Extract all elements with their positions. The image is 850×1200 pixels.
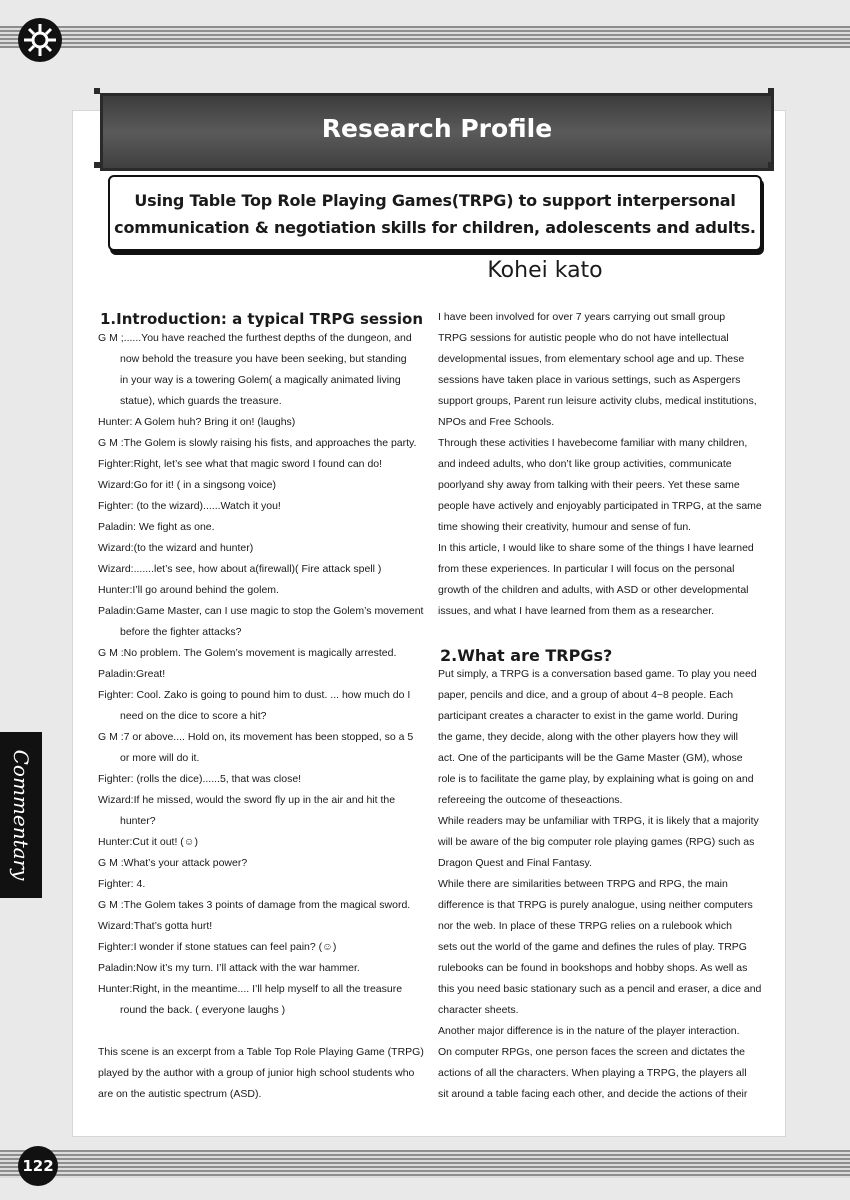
subtitle-line: Using Table Top Role Playing Games(TRPG) to support interpersonal xyxy=(134,191,736,210)
text-line: Fighter: (to the wizard)......Watch it you! xyxy=(98,500,281,512)
text-line: growth of the children and adults, with ASD or other developmental xyxy=(438,584,749,596)
text-line: G M :The Golem takes 3 points of damage from the magical sword. xyxy=(98,899,411,911)
text-line: G M :7 or above.... Hold on, its movement has been stopped, so a 5 xyxy=(98,731,414,743)
banner-corner-pixel xyxy=(94,162,100,168)
text-line: Hunter:Right, in the meantime.... I’ll help myself to all the treasure xyxy=(98,983,403,995)
section-2-heading: 2.What are TRPGs? xyxy=(440,646,613,665)
text-line: G M :What’s your attack power? xyxy=(98,857,248,869)
banner-corner-pixel xyxy=(768,162,774,168)
text-line: On computer RPGs, one person faces the screen and dictates the xyxy=(438,1046,746,1058)
text-line: refereeing the outcome of theseactions. xyxy=(438,794,623,806)
text-line: this you need basic stationary such as a pencil and eraser, a dice and xyxy=(438,983,762,995)
side-tab xyxy=(0,732,42,898)
text-line: Hunter:I’ll go around behind the golem. xyxy=(98,584,279,596)
text-line: developmental issues, from elementary school age and up. These xyxy=(438,353,745,365)
text-line: need on the dice to score a hit? xyxy=(120,710,267,722)
text-line: G M :No problem. The Golem’s movement is magically arrested. xyxy=(98,647,397,659)
text-line: TRPG sessions for autistic people who do not have intellectual xyxy=(438,332,729,344)
text-line: Hunter:Cut it out! (☺) xyxy=(98,836,199,848)
banner-corner-pixel xyxy=(94,88,100,94)
text-line: the game, they decide, along with the other players how they will xyxy=(438,731,739,743)
section-2-column xyxy=(438,664,762,1105)
text-line: sessions have taken place in various settings, such as Aspergers xyxy=(438,374,741,386)
text-line: Put simply, a TRPG is a conversation based game. To play you need xyxy=(438,668,757,680)
text-line: support groups, Parent run leisure activity clubs, medical institutions, xyxy=(438,395,757,407)
text-line: Dragon Quest and Final Fantasy. xyxy=(438,857,592,869)
top-stripes xyxy=(0,26,850,48)
text-line: Through these activities I havebecome familiar with many children, xyxy=(438,437,748,449)
text-line: time showing their creativity, humour and sense of fun. xyxy=(438,521,692,533)
text-line: paper, pencils and dice, and a group of about 4~8 people. Each xyxy=(438,689,734,701)
text-line: role is to facilitate the game play, by explaining what is going on and xyxy=(438,773,754,785)
text-line: Fighter: 4. xyxy=(98,878,146,890)
text-line: act. One of the participants will be the Game Master (GM), whose xyxy=(438,752,743,764)
page-number: 122 xyxy=(18,1146,58,1186)
text-line: issues, and what I have learned from them as a researcher. xyxy=(438,605,715,617)
text-line: This scene is an excerpt from a Table Top Role Playing Game (TRPG) xyxy=(98,1046,424,1058)
title-banner xyxy=(100,93,774,171)
subtitle-box xyxy=(108,175,762,251)
text-line: in your way is a towering Golem( a magically animated living xyxy=(120,374,401,386)
text-line: participant creates a character to exist in the game world. During xyxy=(438,710,738,722)
text-line: statue), which guards the treasure. xyxy=(120,395,282,407)
text-line: difference is that TRPG is purely analogue, using neither computers xyxy=(438,899,753,911)
text-line: played by the author with a group of junior high school students who xyxy=(98,1067,415,1079)
text-line: Fighter:Right, let’s see what that magic sword I found can do! xyxy=(98,458,383,470)
bottom-stripes xyxy=(0,1150,850,1178)
text-line: Wizard:That’s gotta hurt! xyxy=(98,920,213,932)
text-line: Paladin: We fight as one. xyxy=(98,521,215,533)
text-line: Fighter:I wonder if stone statues can feel pain? (☺) xyxy=(98,941,337,953)
text-line: will be aware of the big computer role playing games (RPG) such as xyxy=(438,836,755,848)
text-line: actions of all the characters. When playing a TRPG, the players all xyxy=(438,1067,747,1079)
text-line: Wizard:.......let’s see, how about a(firewall)( Fire attack spell ) xyxy=(98,563,382,575)
text-line: sit around a table facing each other, and decide the actions of their xyxy=(438,1088,748,1100)
banner-corner-pixel xyxy=(768,88,774,94)
text-line: Paladin:Game Master, can I use magic to stop the Golem’s movement xyxy=(98,605,424,617)
text-line: and indeed adults, who don’t like group activities, communicate xyxy=(438,458,732,470)
text-line: Wizard:Go for it! ( in a singsong voice) xyxy=(98,479,276,491)
text-line: While readers may be unfamiliar with TRPG, it is likely that a majority xyxy=(438,815,759,827)
text-line: hunter? xyxy=(120,815,156,827)
text-line: before the fighter attacks? xyxy=(120,626,242,638)
text-line: character sheets. xyxy=(438,1004,519,1016)
text-line xyxy=(98,1021,418,1042)
text-line: now behold the treasure you have been seeking, but standing xyxy=(120,353,407,365)
text-line: or more will do it. xyxy=(120,752,200,764)
text-line: Hunter: A Golem huh? Bring it on! (laughs) xyxy=(98,416,296,428)
text-line: from these experiences. In particular I will focus on the personal xyxy=(438,563,735,575)
text-line: are on the autistic spectrum (ASD). xyxy=(98,1088,262,1100)
text-line: Paladin:Great! xyxy=(98,668,166,680)
text-line: Fighter: (rolls the dice)......5, that was close! xyxy=(98,773,302,785)
text-line: Another major difference is in the nature of the player interaction. xyxy=(438,1025,740,1037)
text-line: Fighter: Cool. Zako is going to pound him to dust. ... how much do I xyxy=(98,689,411,701)
text-line: round the back. ( everyone laughs ) xyxy=(120,1004,286,1016)
text-line: nor the web. In place of these TRPG relies on a rulebook which xyxy=(438,920,732,932)
text-line: NPOs and Free Schools. xyxy=(438,416,555,428)
magazine-logo-icon xyxy=(18,18,62,62)
section-1-heading: 1.Introduction: a typical TRPG session xyxy=(100,310,424,328)
text-line: Wizard:If he missed, would the sword fly up in the air and hit the xyxy=(98,794,396,806)
banner-title: Research Profile xyxy=(321,114,553,143)
dialogue-column xyxy=(98,328,424,1105)
text-line: Wizard:(to the wizard and hunter) xyxy=(98,542,254,554)
subtitle xyxy=(110,187,760,241)
text-line: I have been involved for over 7 years carrying out small group xyxy=(438,311,726,323)
text-line: G M ;......You have reached the furthest depths of the dungeon, and xyxy=(98,332,412,344)
intro-column xyxy=(438,307,762,622)
text-line: In this article, I would like to share some of the things I have learned xyxy=(438,542,754,554)
text-line: Paladin:Now it’s my turn. I’ll attack with the war hammer. xyxy=(98,962,360,974)
text-line: While there are similarities between TRPG and RPG, the main xyxy=(438,878,728,890)
text-line: G M :The Golem is slowly raising his fists, and approaches the party. xyxy=(98,437,417,449)
subtitle-line: communication & negotiation skills for children, adolescents and adults. xyxy=(114,218,756,237)
side-tab-label: Commentary xyxy=(9,749,33,881)
text-line: poorlyand shy away from talking with their peers. Yet these same xyxy=(438,479,740,491)
text-line: rulebooks can be found in bookshops and hobby shops. As well as xyxy=(438,962,748,974)
author-name: Kohei kato xyxy=(487,258,603,283)
text-line: sets out the world of the game and defines the rules of play. TRPG xyxy=(438,941,747,953)
text-line: people have actively and enjoyably participated in TRPG, at the same xyxy=(438,500,762,512)
